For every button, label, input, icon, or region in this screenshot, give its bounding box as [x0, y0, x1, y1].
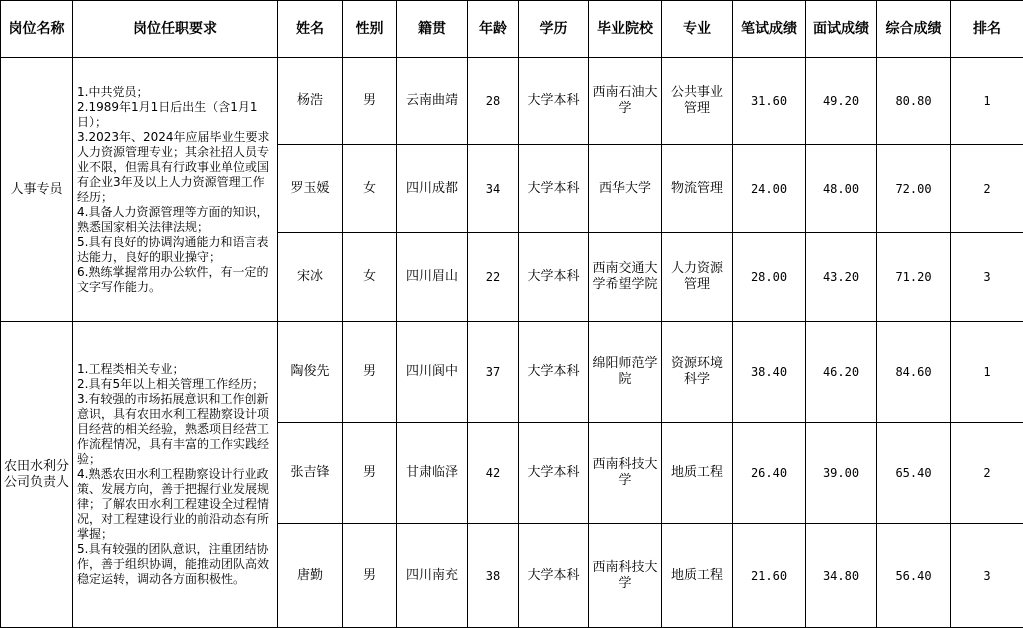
total-score: 65.40: [877, 423, 951, 524]
header-gender: 性别: [343, 1, 397, 58]
candidate-age: 28: [468, 58, 519, 145]
total-score: 84.60: [877, 322, 951, 423]
candidate-education: 大学本科: [519, 233, 589, 322]
candidate-major: 公共事业管理: [662, 58, 733, 145]
requirement-item: 3.有较强的市场拓展意识和工作创新意识，具有农田水利工程勘察设计项目经营的相关经验，熟悉项目经营工作流程情况，具有丰富的工作实践经验；: [77, 392, 273, 467]
candidate-education: 大学本科: [519, 423, 589, 524]
candidate-school: 西南科技大学: [589, 423, 662, 524]
candidate-age: 38: [468, 524, 519, 628]
candidate-origin: 四川阆中: [397, 322, 468, 423]
candidate-education: 大学本科: [519, 58, 589, 145]
candidate-gender: 男: [343, 524, 397, 628]
candidate-school: 西南石油大学: [589, 58, 662, 145]
header-major: 专业: [662, 1, 733, 58]
table-row: [1, 322, 1023, 423]
interview-score: 46.20: [806, 322, 877, 423]
candidate-gender: 男: [343, 423, 397, 524]
candidate-name: 张吉锋: [278, 423, 343, 524]
interview-score: 49.20: [806, 58, 877, 145]
requirement-item: 5.具有良好的协调沟通能力和语言表达能力，良好的职业操守；: [77, 235, 273, 265]
requirement-item: 4.熟悉农田水利工程勘察设计行业政策、发展方向，善于把握行业发展规律；了解农田水利工程建设全过程情况，对工程建设行业的前沿动态有所掌握；: [77, 467, 273, 542]
candidate-gender: 女: [343, 233, 397, 322]
interview-score: 39.00: [806, 423, 877, 524]
candidate-age: 34: [468, 145, 519, 233]
candidate-school: 西华大学: [589, 145, 662, 233]
requirement-item: 5.具有较强的团队意识，注重团结协作，善于组织协调，能推动团队高效稳定运转，调动各方面积极性。: [77, 542, 273, 587]
candidate-name: 唐勤: [278, 524, 343, 628]
candidate-education: 大学本科: [519, 145, 589, 233]
candidate-gender: 女: [343, 145, 397, 233]
candidate-gender: 男: [343, 322, 397, 423]
candidate-school: 西南交通大学希望学院: [589, 233, 662, 322]
position-name: 农田水利分公司负责人: [1, 322, 73, 628]
header-interview-score: 面试成绩: [806, 1, 877, 58]
candidate-education: 大学本科: [519, 322, 589, 423]
requirement-item: 6.熟练掌握常用办公软件，有一定的文字写作能力。: [77, 265, 273, 295]
header-name: 姓名: [278, 1, 343, 58]
position-requirements: [73, 58, 278, 322]
interview-score: 48.00: [806, 145, 877, 233]
written-score: 38.40: [733, 322, 806, 423]
position-requirements: [73, 322, 278, 628]
position-name: 人事专员: [1, 58, 73, 322]
candidate-origin: 四川南充: [397, 524, 468, 628]
written-score: 21.60: [733, 524, 806, 628]
written-score: 28.00: [733, 233, 806, 322]
header-position: 岗位名称: [1, 1, 73, 58]
candidate-name: 宋冰: [278, 233, 343, 322]
candidate-major: 地质工程: [662, 423, 733, 524]
rank: 3: [951, 524, 1023, 628]
total-score: 56.40: [877, 524, 951, 628]
header-written-score: 笔试成绩: [733, 1, 806, 58]
candidate-age: 37: [468, 322, 519, 423]
written-score: 26.40: [733, 423, 806, 524]
candidate-name: 罗玉媛: [278, 145, 343, 233]
written-score: 24.00: [733, 145, 806, 233]
header-education: 学历: [519, 1, 589, 58]
interview-score: 43.20: [806, 233, 877, 322]
total-score: 71.20: [877, 233, 951, 322]
rank: 3: [951, 233, 1023, 322]
requirement-item: 1.中共党员；: [77, 85, 273, 100]
rank: 2: [951, 423, 1023, 524]
requirement-item: 2.1989年1月1日后出生（含1月1日）；: [77, 100, 273, 130]
candidate-origin: 云南曲靖: [397, 58, 468, 145]
candidate-name: 陶俊先: [278, 322, 343, 423]
candidate-major: 人力资源管理: [662, 233, 733, 322]
table-row: [1, 58, 1023, 145]
header-rank: 排名: [951, 1, 1023, 58]
candidate-origin: 甘肃临泽: [397, 423, 468, 524]
candidate-name: 杨浩: [278, 58, 343, 145]
total-score: 80.80: [877, 58, 951, 145]
candidate-gender: 男: [343, 58, 397, 145]
rank: 1: [951, 58, 1023, 145]
header-total-score: 综合成绩: [877, 1, 951, 58]
candidate-origin: 四川成都: [397, 145, 468, 233]
rank: 1: [951, 322, 1023, 423]
rank: 2: [951, 145, 1023, 233]
candidate-education: 大学本科: [519, 524, 589, 628]
candidate-origin: 四川眉山: [397, 233, 468, 322]
requirement-item: 4.具备人力资源管理等方面的知识，熟悉国家相关法律法规；: [77, 205, 273, 235]
header-row: [1, 1, 1023, 58]
candidate-age: 22: [468, 233, 519, 322]
header-school: 毕业院校: [589, 1, 662, 58]
candidate-school: 西南科技大学: [589, 524, 662, 628]
candidate-school: 绵阳师范学院: [589, 322, 662, 423]
candidate-age: 42: [468, 423, 519, 524]
candidate-major: 地质工程: [662, 524, 733, 628]
total-score: 72.00: [877, 145, 951, 233]
candidate-major: 物流管理: [662, 145, 733, 233]
header-origin: 籍贯: [397, 1, 468, 58]
requirement-item: 2.具有5年以上相关管理工作经历；: [77, 377, 273, 392]
candidate-major: 资源环境科学: [662, 322, 733, 423]
interview-score: 34.80: [806, 524, 877, 628]
header-requirements: 岗位任职要求: [73, 1, 278, 58]
header-age: 年龄: [468, 1, 519, 58]
requirement-item: 3.2023年、2024年应届毕业生要求人力资源管理专业；其余社招人员专业不限，但需具有行政事业单位或国有企业3年及以上人力资源管理工作经历；: [77, 130, 273, 205]
requirement-item: 1.工程类相关专业；: [77, 362, 273, 377]
written-score: 31.60: [733, 58, 806, 145]
